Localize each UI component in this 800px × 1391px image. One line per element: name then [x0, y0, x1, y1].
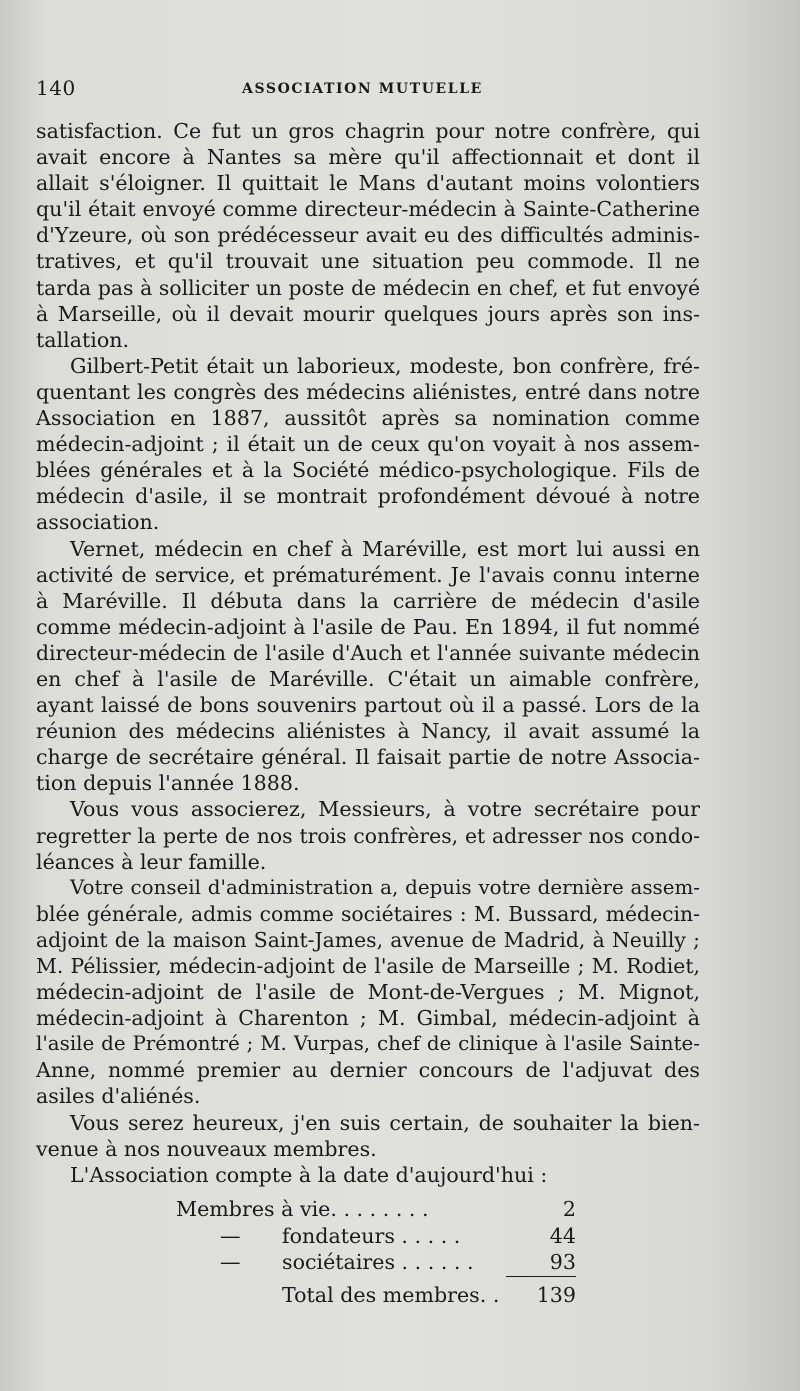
text-line: tarda pas à solliciter un poste de médecin en chef, et fut envoyé: [36, 275, 700, 300]
text-line: allait s'éloigner. Il quittait le Mans d'autant moins volontiers: [36, 171, 700, 196]
table-row: [176, 1223, 576, 1250]
ditto-dash: —: [220, 1223, 241, 1248]
text-line: venue à nos nouveaux membres.: [36, 1136, 377, 1161]
text-line: M. Pélissier, médecin-adjoint de l'asile de Marseille ; M. Rodiet,: [36, 954, 700, 978]
page-number: 140: [36, 76, 76, 100]
members-table: [176, 1196, 576, 1308]
text-line: Vous vous associerez, Messieurs, à votre secrétaire pour: [70, 797, 700, 822]
text-line: association.: [36, 510, 160, 535]
ditto-dash: —: [220, 1250, 241, 1274]
row-value: 93: [549, 1250, 576, 1274]
text-line: ayant laissé de bons souvenirs partout où il a passé. Lors de la: [36, 693, 700, 718]
text-line: Vous serez heureux, j'en suis certain, de souhaiter la bien-: [70, 1110, 700, 1135]
row-label: sociétaires . . . . . .: [282, 1250, 474, 1274]
text-line: à Maréville. Il débuta dans la carrière de médecin d'asile: [36, 588, 700, 613]
body-text: [36, 118, 700, 1188]
running-title: ASSOCIATION MUTUELLE: [242, 81, 483, 97]
table-row: [176, 1249, 576, 1276]
text-line: charge de secrétaire général. Il faisait partie de notre Associa-: [36, 745, 700, 770]
total-value: 139: [536, 1282, 576, 1307]
text-line: Vernet, médecin en chef à Maréville, est mort lui aussi en: [70, 536, 700, 561]
text-line: activité de service, et prématurément. Je l'avais connu interne: [36, 562, 700, 587]
text-line: comme médecin-adjoint à l'asile de Pau. En 1894, il fut nommé: [36, 614, 700, 639]
text-line: blée générale, admis comme sociétaires : M. Bussard, médecin-: [36, 901, 700, 926]
text-line: regretter la perte de nos trois confrères, et adresser nos condo-: [36, 823, 700, 848]
text-line: L'Association compte à la date d'aujourd'hui :: [70, 1162, 548, 1187]
text-line: en chef à l'asile de Maréville. C'était un aimable confrère,: [36, 666, 700, 691]
table-row: [176, 1196, 576, 1223]
text-line: d'Yzeure, où son prédécesseur avait eu des difficultés adminis-: [36, 223, 700, 248]
sum-rule: [506, 1276, 576, 1277]
text-line: quentant les congrès des médecins aliénistes, entré dans notre: [36, 379, 700, 404]
text-line: avait encore à Nantes sa mère qu'il affectionnait et dont il: [36, 145, 700, 170]
page-header: [36, 76, 704, 100]
text-line: directeur-médecin de l'asile d'Auch et l'année suivante médecin: [36, 640, 700, 665]
text-line: l'asile de Prémontré ; M. Vurpas, chef de clinique à l'asile Sainte-: [36, 1032, 700, 1056]
text-line: qu'il était envoyé comme directeur-médecin à Sainte-Catherine: [36, 197, 700, 222]
text-line: Anne, nommé premier au dernier concours de l'adjuvat des: [36, 1058, 700, 1083]
text-line: Association en 1887, aussitôt après sa nomination comme: [36, 406, 700, 431]
text-line: médecin-adjoint ; il était un de ceux qu'on voyait à nos assem-: [36, 432, 700, 457]
text-line: médecin-adjoint de l'asile de Mont-de-Vergues ; M. Mignot,: [36, 980, 700, 1005]
text-line: tratives, et qu'il trouvait une situation peu commode. Il ne: [36, 249, 700, 274]
text-line: blées générales et à la Société médico-psychologique. Fils de: [36, 458, 700, 483]
text-line: médecin d'asile, il se montrait profondément dévoué à notre: [36, 484, 700, 509]
row-label: Membres à vie. . . . . . . .: [176, 1197, 429, 1221]
text-line: asiles d'aliénés.: [36, 1084, 201, 1109]
row-label: fondateurs . . . . .: [282, 1223, 461, 1248]
text-line: Votre conseil d'administration a, depuis votre dernière assem-: [70, 875, 700, 899]
text-line: médecin-adjoint à Charenton ; M. Gimbal, médecin-adjoint à: [36, 1006, 700, 1031]
row-value: 44: [549, 1223, 576, 1248]
text-line: réunion des médecins aliénistes à Nancy, il avait assumé la: [36, 719, 700, 744]
total-label: Total des membres. .: [282, 1282, 500, 1307]
text-line: tion depuis l'année 1888.: [36, 771, 300, 796]
text-line: adjoint de la maison Saint-James, avenue de Madrid, à Neuilly ;: [36, 927, 700, 952]
row-value: 2: [562, 1197, 576, 1221]
text-line: Gilbert-Petit était un laborieux, modeste, bon confrère, fré-: [70, 353, 700, 378]
total-row: [176, 1282, 576, 1309]
text-line: léances à leur famille.: [36, 849, 267, 874]
text-line: à Marseille, où il devait mourir quelques jours après son ins-: [36, 301, 700, 326]
text-line: tallation.: [36, 327, 130, 352]
text-line: satisfaction. Ce fut un gros chagrin pour notre confrère, qui: [36, 119, 700, 143]
